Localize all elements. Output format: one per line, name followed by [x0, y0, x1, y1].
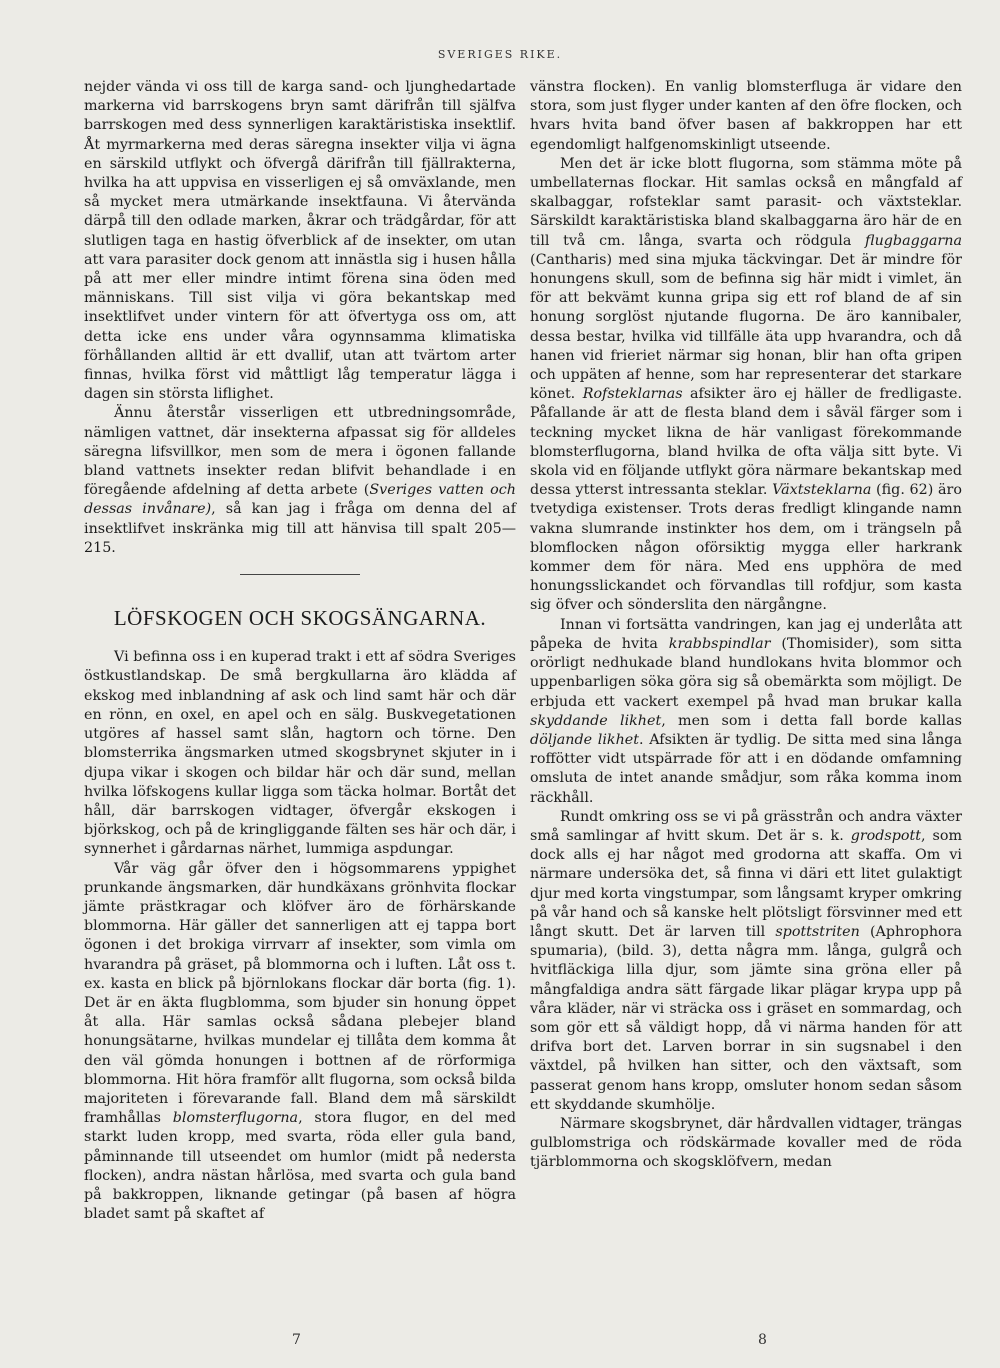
page-number-left: 7	[292, 1332, 301, 1348]
left-paragraph-1: nejder vända vi oss till de karga sand- och ljunghedartade markerna vid barrskogens bryn samt därifrån till själfva barrskogen med dess synnerligen karaktäristiska insektlif. Åt myrmarkerna med deras säregna insekter vilja vi ägna en särskild utflykt och öfvergå därifrån till fjällrakterna, hvilka ha att uppvisa en visserligen ej så omväxlande, men så mycket mera utmärkande insektfauna. Vi återvända därpå till den odlade marken, åkrar och trädgårdar, för att slutligen taga en hastig öfverblick af de insekter, om utan att vara parasiter dock genom att innästla sig i husen hålla på att mer eller mindre intimt förena sina öden med människans. Till sist vilja vi göra bekantskap med insektlifvet under vintern för att öfvertyga oss om, att detta icke ens under våra ogynnsamma klimatiska förhållanden alltid är ett dvallif, utan att tvärtom arter finnas, hvilka först vid måttligt låg temperatur lägga i dagen sin största liflighet.	[84, 79, 516, 403]
text-run: Vår väg går öfver den i högsommarens yppighet prunkande ängsmarken, där hundkäxans grönhvita flockar jämte prästkragar och klöfver äro de förhärskande blommorna. Här gäller det sannerligen att ej tappa bort ögonen i det brokiga virrvarr af insekter, som vimla om hvarandra på gräset, på blommorna och i luften. Låt oss t. ex. kasta en blick på björnlokans flockar där borta (fig. 1). Det är en äkta flugblomma, som bjuder sin honung öppet åt alla. Här samlas också sådana plebejer bland honungsätarne, hvilkas mundelar ej tillåta dem komma åt den väl gömda honungen i bottnen af de rörformiga blommorna. Hit höra framför allt flugorna, som också bilda majoriteten i förevarande fall. Bland dem må särskildt framhållas	[84, 860, 516, 1127]
text-run: afsikter äro ej häller de fredligaste. Påfallande är att de flesta bland dem i såväl färger som i teckning mycket likna de här vanligast förekommande blomsterflugorna, bland hvilka de ofta välja sitt byte. Vi skola vid en följande utflykt göra närmare bekantskap med dessa ytterst intressanta steklar.	[530, 386, 962, 499]
italic-run: Rofsteklarnas	[582, 386, 683, 403]
text-run: (Thomisider), som sitta orörligt nedhukade bland hundlokans hvita blommor och uppenbarligen söka göra sig så obemärkta som möjligt. De erbjuda ett vackert exempel på hvad man brukar kalla	[530, 635, 962, 710]
text-run: , som dock alls ej har något med grodorna att skaffa. Om vi närmare undersöka det, så finna vi däri ett litet gulaktigt djur med korta vingstumpar, som långsamt kryper omkring på vår hand och så kanske helt plötsligt försvinner med ett långt skutt. Det är larven till	[530, 827, 963, 940]
italic-run: Sveriges vatten och dessas invånare)	[84, 482, 516, 518]
right-paragraph-2	[530, 155, 962, 616]
left-column	[84, 78, 516, 1224]
text-run: (Cantharis) med sina mjuka täckvingar. Det är mindre för honungens skull, som de befinna sig här midt i vimlet, än för att bekvämt kunna gripa sig ett rof bland de af sin honung sorglöst njutande flugorna. De äro kannibaler, dessa bestar, hvilka vid tillfälle äta upp hvarandra, och då hanen vid frieriet närmar sig honan, blir han ofta gripen och uppäten af henne, som har representerar det starkare könet.	[530, 251, 962, 403]
italic-run: spottstriten	[775, 923, 860, 940]
right-paragraph-5: Närmare skogsbrynet, där hårdvallen vidtager, trängas gulblomstriga och rödskärmade kovaller med de röda tjärblommorna och skogsklöfvern, medan	[530, 1115, 962, 1171]
right-column	[530, 78, 962, 1173]
right-paragraph-4	[530, 808, 962, 1115]
text-run: , så kan jag i fråga om denna del af insektlifvet inskränka mig till att hänvisa till spalt 205—215.	[84, 501, 516, 556]
page-number-right: 8	[758, 1332, 767, 1348]
italic-run: flugbaggarna	[865, 232, 962, 249]
text-run: . Afsikten är tydlig. De sitta med sina långa roffötter vidt utspärrade för att i en dödande omfamning omsluta de intet anande smådjur, som råka komma inom räckhåll.	[530, 731, 962, 806]
italic-run: krabbspindlar	[668, 635, 771, 652]
text-run: Men det är icke blott flugorna, som stämma möte på umbellaternas flockar. Hit samlas också en mångfald af skalbaggar, rofsteklar samt parasit- och växtsteklar. Särskildt karaktäristiska bland skalbaggarna äro här de en till två cm. långa, svarta och rödgula	[530, 155, 962, 249]
running-head: SVERIGES RIKE.	[437, 48, 563, 61]
left-paragraph-2	[84, 404, 516, 558]
left-paragraph-4	[84, 860, 516, 1225]
italic-run: grodspott	[850, 827, 922, 844]
right-paragraph-1: vänstra flocken). En vanlig blomsterfluga är vidare den stora, som just flyger under kanten af den öfre flocken, och hvars hvita band öfver basen af bakkroppen har ett egendomligt halfgenomskinligt utseende.	[530, 79, 962, 153]
italic-run: Växtsteklarna	[772, 482, 872, 499]
text-run: Innan vi fortsätta vandringen, kan jag ej underlåta att påpeka de hvita	[530, 616, 962, 652]
text-run: (Aphrophora spumaria), (bild. 3), detta några mm. långa, gulgrå och hvitfläckiga lilla djur, som jämte sina gröna eller på mångfaldiga andra sätt färgade likar plägar krypa upp på våra kläder, när vi sträcka oss i gräset en sommardag, och som gör ett så väldigt hopp, då vi närma handen för att drifva bort det. Larven borrar in sin sugsnabel i den växtdel, på hvilken han sitter, och den växtsaft, som passerat genom hans kropp, omsluter honom sedan såsom ett skyddande skumhölje.	[530, 923, 962, 1113]
text-run: , men som i detta fall borde kallas	[661, 712, 962, 729]
italic-run: blomsterflugorna	[172, 1110, 299, 1127]
right-paragraph-3	[530, 616, 962, 808]
italic-run: skyddande likhet	[530, 712, 662, 729]
text-run: Ännu återstår visserligen ett utbredningsområde, nämligen vattnet, där insekterna afpassat sig för alldeles säregna lifsvillkor, men som de mera i ögonen fallande bland vattnets insekter redan blifvit behandlade i en föregående afdelning af detta arbete (	[84, 405, 516, 499]
italic-run: döljande likhet	[530, 731, 639, 748]
text-run: (fig. 62) äro tvetydiga existenser. Trots deras fredligt klingande namn vakna slumrande instinkter hos dem, om i trängseln på blomflocken någon oförsiktig mygga eller harkrank kommer dem för nära. Med ens upphöra de med honungsslickandet och förvandlas till rofdjur, som kasta sig öfver och sönderslita den närgångne.	[530, 482, 962, 614]
section-heading: LÖFSKOGEN OCH SKOGSÄNGARNA.	[113, 606, 487, 631]
left-paragraph-3: Vi befinna oss i en kuperad trakt i ett af södra Sveriges östkustlandskap. De små bergkullarna äro klädda af ekskog med inblandning af ask och lind samt här och där en rönn, en oxel, en apel och en sälg. Buskvegetationen utgöres af hassel samt slån, hagtorn och törne. Den blomsterrika ängsmarken utmed skogsbrynet skjuter in i djupa vikar i skogen och bildar här och där sund, mellan hvilka löfskogens kullar ligga som täcka holmar. Bortåt det håll, där barrskogen vidtager, öfvergår ekskogen i björkskog, och på de kringliggande fälten ses här och där, i synnerhet i gårdarnas närhet, lummiga aspdungar.	[84, 649, 516, 858]
text-run: , stora flugor, en del med starkt luden kropp, med svarta, röda eller gula band, påminnande till utseendet om humlor (midt på nedersta flocken), andra nästan hårlösa, med svarta och gula band på bakkroppen, liknande getingar (på basen af högra bladet samt på skaftet af	[84, 1110, 516, 1223]
section-divider	[240, 574, 360, 575]
text-run: Rundt omkring oss se vi på grässtrån och andra växter små samlingar af hvitt skum. Det är s. k.	[530, 808, 962, 844]
